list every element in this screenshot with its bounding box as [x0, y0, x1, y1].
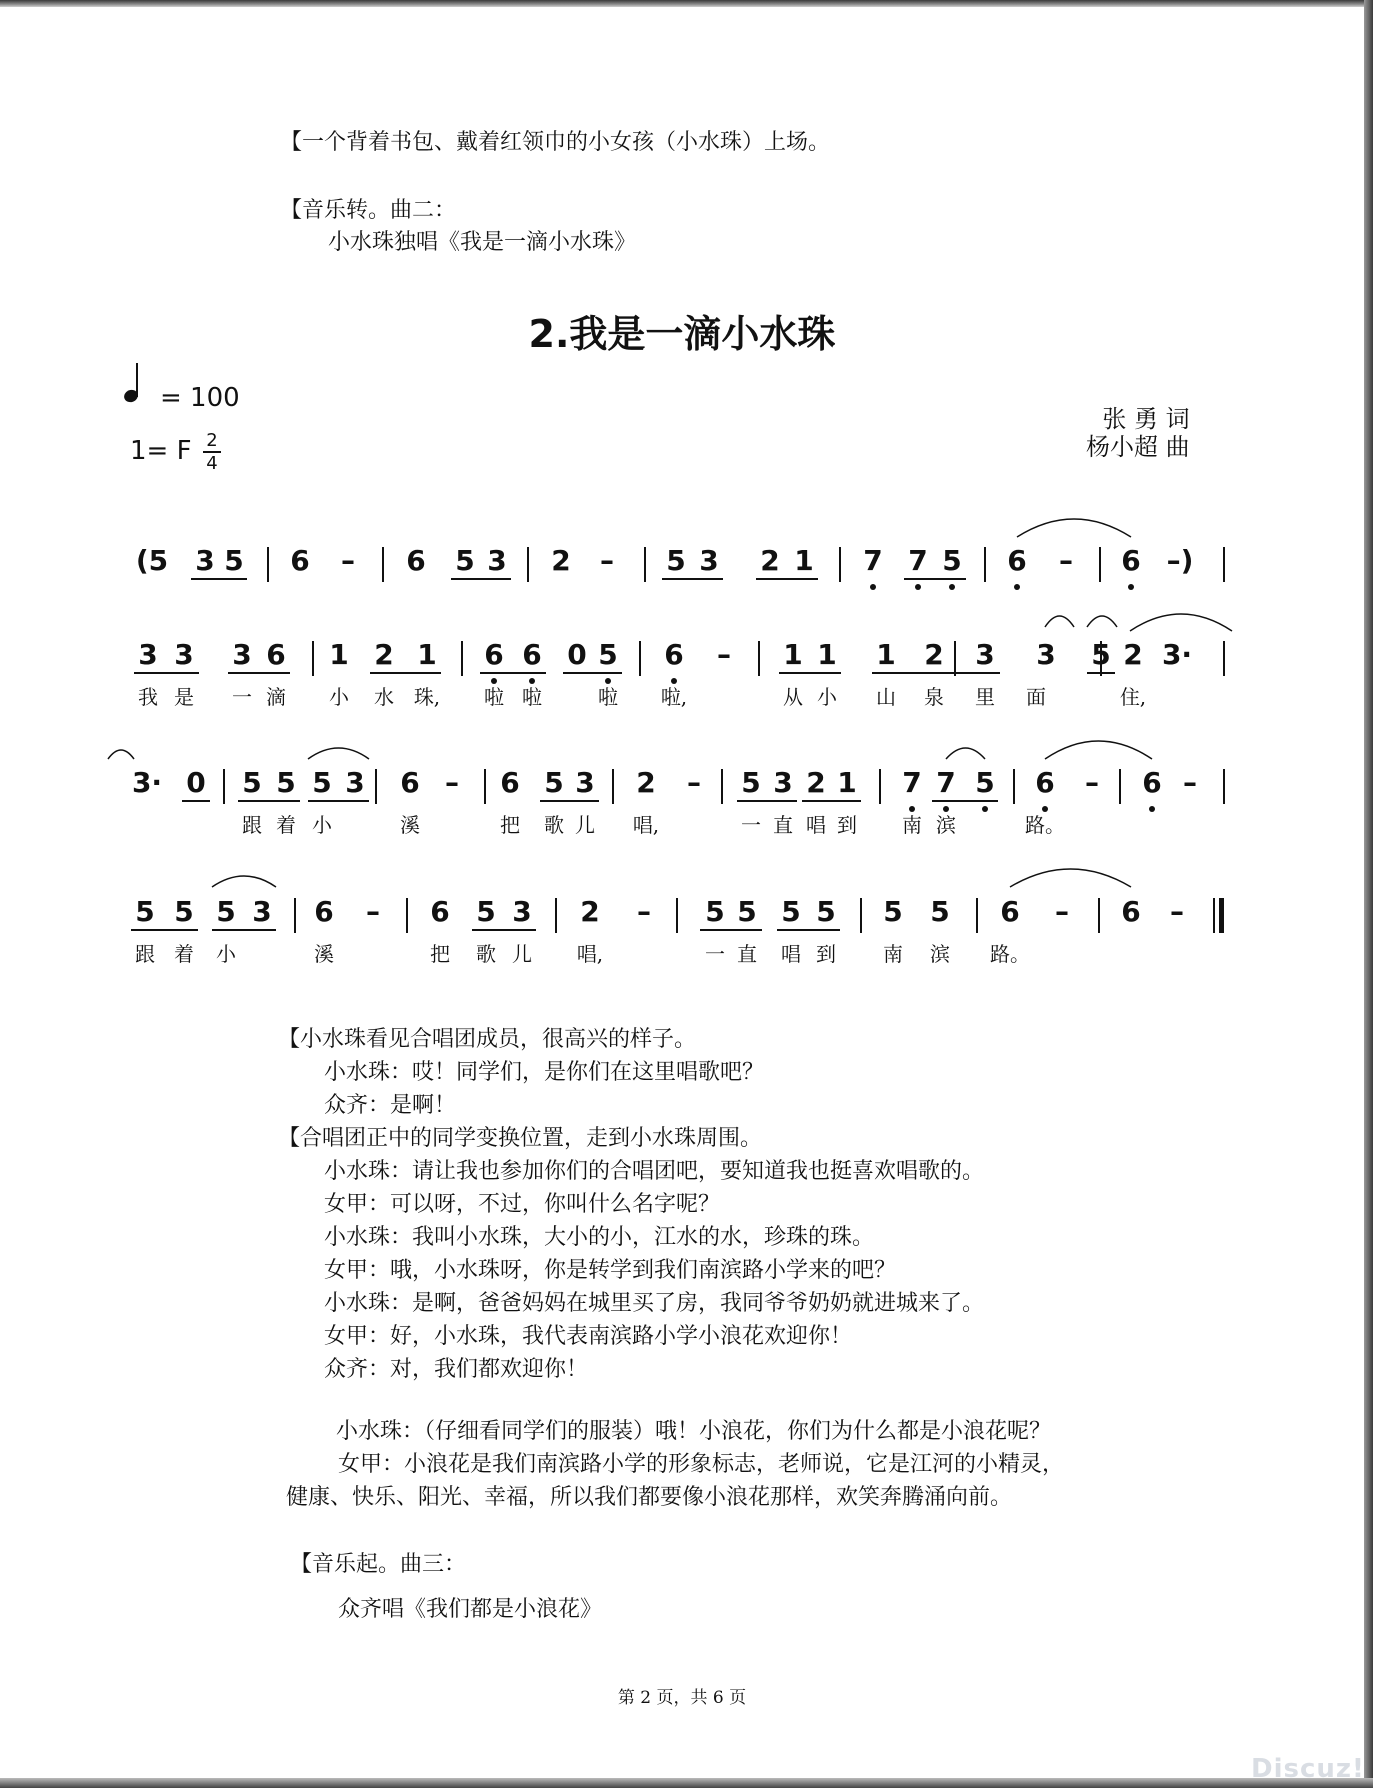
score-note: 6	[664, 638, 684, 671]
score-note: 3	[252, 895, 272, 928]
lyric-syllable: 直	[773, 813, 793, 837]
score-note: 6	[1035, 766, 1055, 799]
lyric-syllable: 南	[902, 813, 922, 837]
score-note: 6	[290, 544, 310, 577]
lyric-syllable: 歌	[544, 813, 564, 837]
score-note: 5	[816, 895, 836, 928]
time-signature-top: 2	[206, 430, 218, 451]
slur-arc	[212, 876, 276, 887]
score-note: –	[366, 895, 380, 928]
lyric-syllable: 把	[430, 942, 450, 966]
slur-arc	[108, 750, 134, 759]
score-note: 5	[930, 895, 950, 928]
dialogue-line: 女甲：哦，小水珠呀，你是转学到我们南滨路小学来的吧？	[324, 1258, 897, 1283]
score-note: 3	[575, 766, 595, 799]
lower-octave-dot	[529, 678, 535, 684]
slur-arc	[1045, 741, 1152, 759]
score-note: 6	[1121, 544, 1141, 577]
score-note: 7	[863, 544, 883, 577]
score-note: 5	[942, 544, 962, 577]
lyric-syllable: 着	[174, 942, 194, 966]
score-note: 1	[817, 638, 837, 671]
score-note: 3·	[131, 766, 163, 799]
song-title: 2.我是一滴小水珠	[528, 312, 836, 356]
score-note: 6	[430, 895, 450, 928]
lower-octave-dot	[491, 678, 497, 684]
score-note: 5	[455, 544, 475, 577]
score-note: 6	[500, 766, 520, 799]
lower-octave-dot	[949, 584, 955, 590]
slur-arc	[1087, 616, 1117, 627]
score-note: 5	[276, 766, 296, 799]
lyric-syllable: 唱	[781, 942, 801, 966]
lyric-syllable: 小	[216, 942, 236, 966]
score-note: 5	[1091, 638, 1111, 671]
score-note: 7	[902, 766, 922, 799]
score-note: 3	[138, 638, 158, 671]
score-note: 3·	[1161, 638, 1193, 671]
score-note: 7	[936, 766, 956, 799]
final-bar-line	[1219, 898, 1224, 933]
score-note: –	[1170, 895, 1184, 928]
score-note: 5	[216, 895, 236, 928]
dialogue-line: 众齐：对，我们都欢迎你！	[324, 1357, 589, 1382]
lower-octave-dot	[1128, 584, 1134, 590]
score-note: 3	[699, 544, 719, 577]
lower-octave-dot	[1042, 806, 1048, 812]
dialogue-line: 小水珠：哎！同学们，是你们在这里唱歌吧？	[324, 1060, 765, 1085]
lyric-syllable: 跟	[135, 942, 155, 966]
score-note: 3	[195, 544, 215, 577]
score-note: 2	[551, 544, 571, 577]
score-note: 3	[1036, 638, 1056, 671]
lyricist-credit: 张 勇 词	[1102, 405, 1190, 433]
lyric-syllable: 是	[174, 685, 194, 709]
slur-arc	[1130, 614, 1232, 631]
score-note: (5	[135, 544, 169, 577]
lyric-syllable: 歌	[476, 942, 496, 966]
score-note: 6	[406, 544, 426, 577]
lyric-syllable: 啦,	[660, 685, 688, 709]
score-note: 1	[329, 638, 349, 671]
dialogue-line: 女甲：小浪花是我们南滨路小学的形象标志，老师说，它是江河的小精灵，	[338, 1452, 1065, 1477]
score-note: 5	[737, 895, 757, 928]
slur-arc	[1017, 519, 1131, 537]
lyric-syllable: 珠,	[413, 685, 441, 709]
lyric-syllable: 啦	[484, 685, 504, 709]
lyric-syllable: 着	[276, 813, 296, 837]
dialogue-line: 健康、快乐、阳光、幸福，所以我们都要像小浪花那样，欢笑奔腾涌向前。	[286, 1485, 1013, 1510]
score-note: 1	[794, 544, 814, 577]
lyric-syllable: 小	[312, 813, 332, 837]
score-note: 0	[186, 766, 206, 799]
score-note: –	[600, 544, 614, 577]
lower-octave-dot	[870, 584, 876, 590]
lyric-syllable: 把	[500, 813, 520, 837]
lyric-syllable: 我	[138, 685, 158, 709]
dialogue-line: 女甲：可以呀，不过，你叫什么名字呢？	[324, 1192, 721, 1217]
lyric-syllable: 路。	[1025, 813, 1065, 837]
lyric-syllable: 里	[975, 685, 995, 709]
lower-octave-dot	[915, 584, 921, 590]
lyric-syllable: 一	[232, 685, 252, 709]
lyric-syllable: 到	[816, 942, 836, 966]
score-note: 6	[314, 895, 334, 928]
lower-octave-dot	[909, 806, 915, 812]
lyric-syllable: 一	[741, 813, 761, 837]
lyric-syllable: 儿	[575, 813, 595, 837]
lower-octave-dot	[605, 678, 611, 684]
slur-arc	[1010, 869, 1131, 887]
lyric-syllable: 溪	[314, 942, 334, 966]
score-note: 6	[522, 638, 542, 671]
numbered-music-score	[0, 7, 1364, 1778]
score-note: 2	[374, 638, 394, 671]
score-note: 2	[760, 544, 780, 577]
lyric-syllable: 跟	[242, 813, 262, 837]
dialogue-line: 小水珠：我叫小水珠，大小的小，江水的水，珍珠的珠。	[324, 1225, 875, 1250]
lyric-syllable: 唱,	[632, 813, 660, 837]
score-note: 1	[783, 638, 803, 671]
lyric-syllable: 从	[783, 685, 803, 709]
score-note: 5	[476, 895, 496, 928]
dialogue-line: 【合唱团正中的同学变换位置，走到小水珠周围。	[278, 1126, 763, 1151]
score-note: 6	[266, 638, 286, 671]
score-note: 3	[975, 638, 995, 671]
lyric-syllable: 山	[876, 685, 896, 709]
score-note: 5	[174, 895, 194, 928]
lyric-syllable: 面	[1026, 685, 1046, 709]
dialogue-line: 小水珠：（仔细看同学们的服装）哦！小浪花，你们为什么都是小浪花呢？	[336, 1419, 1052, 1444]
score-note: 6	[1142, 766, 1162, 799]
lyric-syllable: 啦	[598, 685, 618, 709]
watermark-logo: Discuz!	[1251, 1754, 1365, 1784]
score-note: 5	[598, 638, 618, 671]
score-note: 3	[345, 766, 365, 799]
score-note: 3	[174, 638, 194, 671]
time-signature-bottom: 4	[206, 452, 218, 474]
stage-direction: 众齐唱《我们都是小浪花》	[338, 1597, 603, 1622]
lyric-syllable: 一	[705, 942, 725, 966]
score-note: 2	[1123, 638, 1143, 671]
dialogue-line: 小水珠：是啊，爸爸妈妈在城里买了房，我同爷爷奶奶就进城来了。	[324, 1291, 985, 1316]
score-note: 6	[400, 766, 420, 799]
lyric-syllable: 直	[737, 942, 757, 966]
score-note: 6	[1007, 544, 1027, 577]
score-note: –	[445, 766, 459, 799]
slur-arc	[1045, 616, 1074, 627]
score-note: –)	[1166, 544, 1194, 577]
slur-arc	[946, 748, 985, 759]
dialogue-line: 【小水珠看见合唱团成员，很高兴的样子。	[278, 1027, 697, 1052]
score-note: 5	[741, 766, 761, 799]
score-note: –	[687, 766, 701, 799]
lower-octave-dot	[943, 806, 949, 812]
score-note: 1	[417, 638, 437, 671]
score-note: 1	[876, 638, 896, 671]
lyric-syllable: 水	[374, 685, 394, 709]
stage-direction: 小水珠独唱《我是一滴小水珠》	[328, 230, 637, 255]
lower-octave-dot	[671, 678, 677, 684]
score-note: –	[637, 895, 651, 928]
dialogue-line: 众齐：是啊！	[324, 1093, 457, 1118]
score-note: 6	[1000, 895, 1020, 928]
lyric-syllable: 啦	[522, 685, 542, 709]
score-note: 7	[908, 544, 928, 577]
page-footer: 第 2 页，共 6 页	[617, 1688, 747, 1708]
score-note: 5	[666, 544, 686, 577]
document-page	[0, 7, 1365, 1784]
tempo-marking: = 100	[160, 383, 240, 413]
lyric-syllable: 滴	[266, 685, 286, 709]
slur-arc	[308, 748, 369, 759]
score-note: 5	[975, 766, 995, 799]
score-note: 5	[242, 766, 262, 799]
score-note: 6	[484, 638, 504, 671]
lyric-syllable: 唱	[806, 813, 826, 837]
lyric-syllable: 到	[837, 813, 857, 837]
window-right-border	[1364, 0, 1373, 1788]
lyric-syllable: 儿	[512, 942, 532, 966]
score-note: 5	[135, 895, 155, 928]
stage-direction: 【一个背着书包、戴着红领巾的小女孩（小水珠）上场。	[280, 130, 831, 155]
score-note: 5	[705, 895, 725, 928]
score-note: 5	[544, 766, 564, 799]
score-note: –	[341, 544, 355, 577]
score-note: 5	[224, 544, 244, 577]
score-note: –	[1085, 766, 1099, 799]
lower-octave-dot	[1149, 806, 1155, 812]
dialogue-line: 小水珠：请让我也参加你们的合唱团吧，要知道我也挺喜欢唱歌的。	[324, 1159, 985, 1184]
lyric-syllable: 小	[817, 685, 837, 709]
lyric-syllable: 滨	[930, 942, 950, 966]
stage-direction: 【音乐起。曲三：	[290, 1552, 467, 1577]
lyric-syllable: 溪	[400, 813, 420, 837]
score-note: 5	[781, 895, 801, 928]
stage-direction: 【音乐转。曲二：	[280, 198, 457, 223]
score-marks	[108, 519, 1232, 966]
score-note: 3	[512, 895, 532, 928]
key-signature: 1= F	[130, 436, 192, 466]
score-note: –	[717, 638, 731, 671]
window-bottom-border	[0, 1778, 1373, 1788]
score-note: –	[1055, 895, 1069, 928]
score-note: 5	[312, 766, 332, 799]
lyric-syllable: 住,	[1119, 685, 1147, 709]
score-note: 1	[837, 766, 857, 799]
score-note: 3	[773, 766, 793, 799]
lyric-syllable: 路。	[990, 942, 1030, 966]
composer-credit: 杨小超 曲	[1086, 433, 1190, 461]
score-note: 2	[806, 766, 826, 799]
score-note: 2	[580, 895, 600, 928]
lower-octave-dot	[982, 806, 988, 812]
lyric-syllable: 泉	[924, 685, 944, 709]
lower-octave-dot	[1014, 584, 1020, 590]
score-note: 2	[924, 638, 944, 671]
score-note: 3	[487, 544, 507, 577]
window-top-border	[0, 0, 1373, 7]
score-note: –	[1183, 766, 1197, 799]
lyric-syllable: 小	[329, 685, 349, 709]
lyric-syllable: 南	[883, 942, 903, 966]
score-note: 3	[232, 638, 252, 671]
score-note: 2	[636, 766, 656, 799]
score-note: 5	[883, 895, 903, 928]
score-note: 0	[567, 638, 587, 671]
lyric-syllable: 唱,	[576, 942, 604, 966]
lyric-syllable: 滨	[936, 813, 956, 837]
score-note: 6	[1121, 895, 1141, 928]
score-note: –	[1059, 544, 1073, 577]
dialogue-line: 女甲：好，小水珠，我代表南滨路小学小浪花欢迎你！	[324, 1324, 853, 1349]
